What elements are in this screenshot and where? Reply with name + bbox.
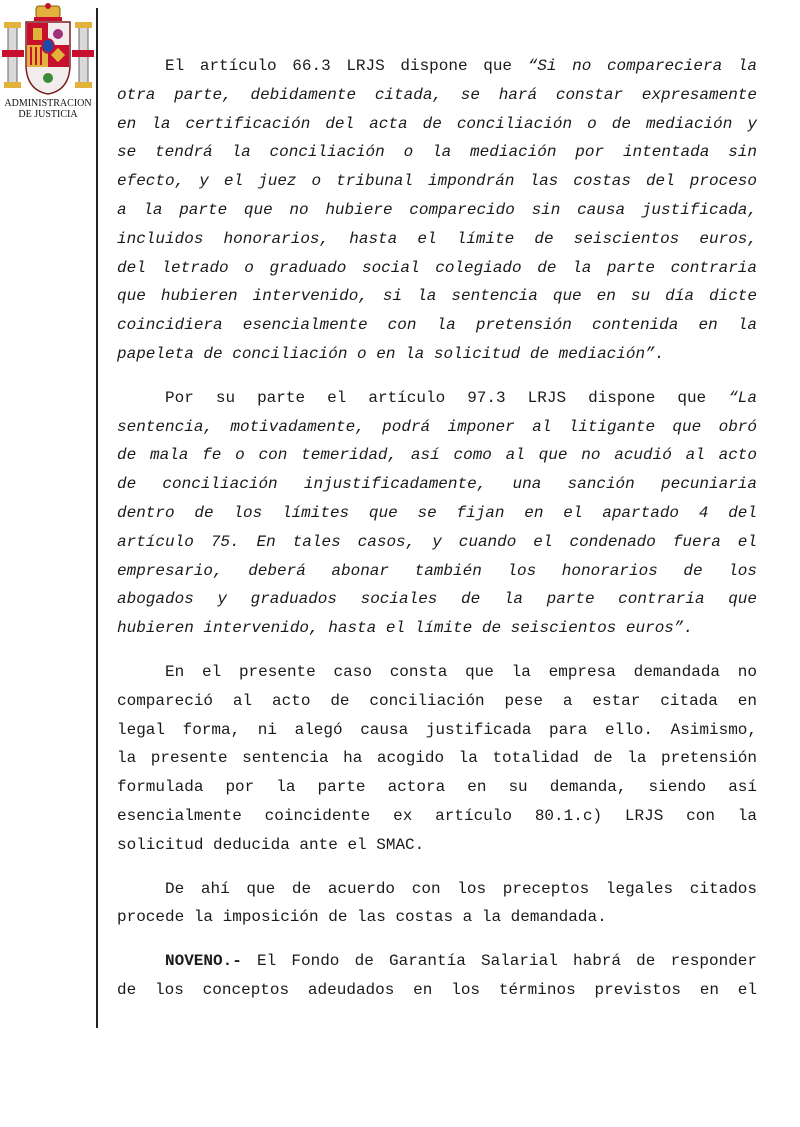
text-line: hubieren intervenido, hasta el límite de seiscientos euros”.: [117, 619, 694, 638]
text-line: efecto, y el juez o tribunal impondrán las costas del proceso: [117, 172, 757, 191]
text-line: abogados y graduados sociales de la parte contraria que: [117, 590, 757, 609]
text-line: de los conceptos adeudados en los términos previstos en el: [117, 980, 757, 999]
text-run: El artículo 66.3 LRJS dispone que: [165, 57, 528, 75]
text-line: dentro de los límites que se fijan en el apartado 4 del: [117, 503, 757, 522]
text-line: coincidiera esencialmente con la pretensión contenida en la: [117, 316, 757, 335]
institution-line-1: ADMINISTRACION: [4, 98, 92, 109]
text-line: empresario, deberá abonar también los honorarios de los: [117, 561, 757, 580]
text-line: que hubieren intervenido, si la sentencia que en su día dicte: [117, 287, 757, 306]
text-line: papeleta de conciliación o en la solicitud de mediación”.: [117, 344, 665, 363]
text-line: formulada por la parte actora en su demanda, siendo así: [117, 778, 757, 797]
justice-administration-logo: [0, 0, 96, 125]
text-line: legal forma, ni alegó causa justificada para ello. Asimismo,: [117, 720, 757, 739]
text-line: compareció al acto de conciliación pese a estar citada en: [117, 691, 757, 710]
margin-rule: [96, 8, 98, 1028]
text-line: En el presente caso consta que la empresa demandada no: [165, 662, 757, 681]
text-line: sentencia, motivadamente, podrá imponer al litigante que obró: [117, 417, 757, 436]
text-line: de mala fe o con temeridad, así como al que no acudió al acto: [117, 446, 757, 465]
text-line: en la certificación del acta de conciliación o de mediación y: [117, 114, 757, 133]
quote-run: “Si no compareciera la: [527, 57, 758, 75]
text-run: El Fondo de Garantía Salarial habrá de responder: [241, 952, 757, 971]
text-line: se tendrá la conciliación o la mediación por intentada sin: [117, 143, 757, 162]
paragraph-present-case: [117, 658, 757, 860]
text-line: de conciliación injustificadamente, una sanción pecuniaria: [117, 475, 757, 494]
paragraph-article-97: [117, 384, 757, 643]
text-line: esencialmente coincidente ex artículo 80.1.c) LRJS con la: [117, 806, 757, 825]
text-line: [117, 947, 757, 976]
text-line: incluidos honorarios, hasta el límite de seiscientos euros,: [117, 229, 757, 248]
spain-coat-of-arms-icon: [2, 2, 94, 98]
paragraph-noveno: [117, 947, 757, 1005]
institution-name: [0, 98, 96, 120]
institution-line-2: DE JUSTICIA: [18, 109, 78, 120]
document-body: [117, 52, 757, 1020]
text-line: artículo 75. En tales casos, y cuando el condenado fuera el: [117, 532, 757, 551]
text-line: [117, 52, 757, 81]
paragraph-costs: [117, 875, 757, 933]
paragraph-article-66: [117, 52, 757, 369]
text-line: otra parte, debidamente citada, se hará constar expresamente: [117, 85, 757, 104]
section-heading: NOVENO.-: [165, 952, 242, 971]
text-line: a la parte que no hubiere comparecido sin causa justificada,: [117, 200, 757, 219]
quote-run: “La: [728, 388, 757, 407]
text-line: del letrado o graduado social colegiado de la parte contraria: [117, 258, 757, 277]
text-line: solicitud deducida ante el SMAC.: [117, 835, 425, 854]
text-line: De ahí que de acuerdo con los preceptos legales citados: [165, 879, 757, 898]
text-line: procede la imposición de las costas a la demandada.: [117, 908, 607, 927]
text-run: Por su parte el artículo 97.3 LRJS dispone que: [165, 388, 729, 407]
text-line: [117, 384, 757, 413]
text-line: la presente sentencia ha acogido la totalidad de la pretensión: [117, 749, 757, 768]
